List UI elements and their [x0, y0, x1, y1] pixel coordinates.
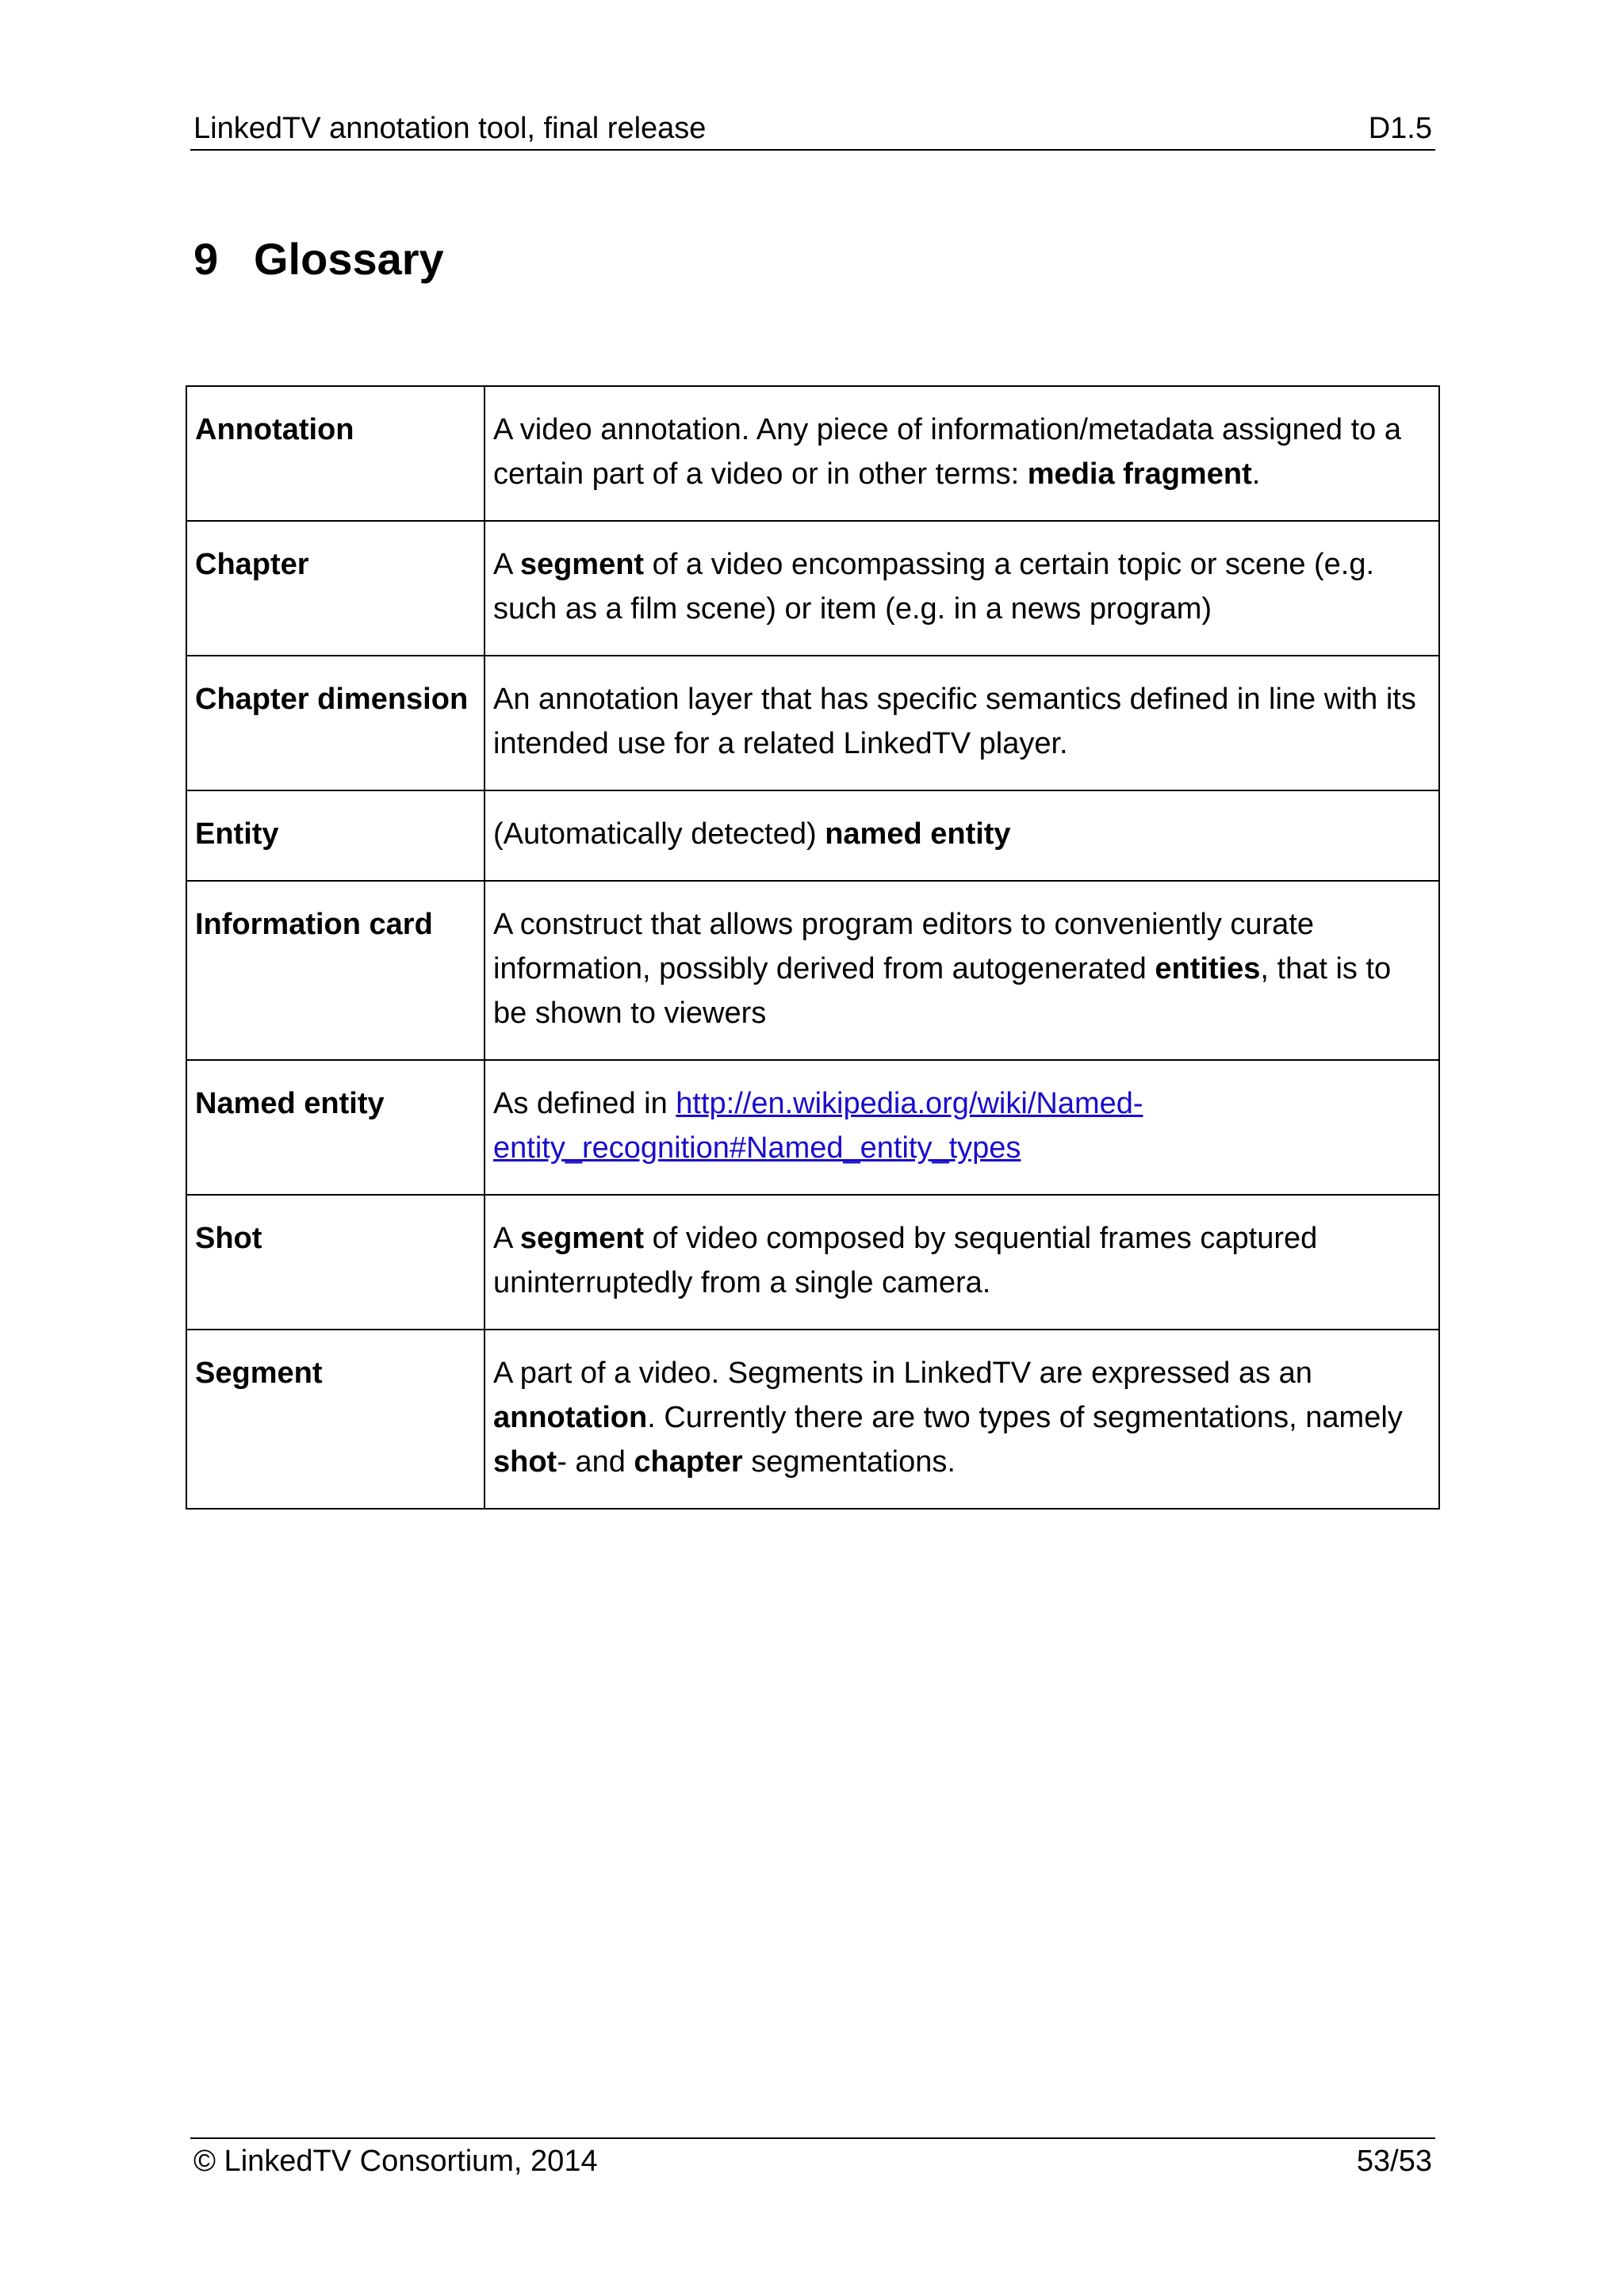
glossary-definition: A part of a video. Segments in LinkedTV are expressed as an annotation. Currently there are two types of segmentations, namely shot- and chapter segmentations. [485, 1330, 1439, 1509]
glossary-term: Named entity [186, 1060, 485, 1195]
document-title: LinkedTV annotation tool, final release [193, 112, 707, 145]
glossary-definition: A video annotation. Any piece of information/metadata assigned to a certain part of a video or in other terms: media fragment. [485, 386, 1439, 521]
table-row [186, 1330, 1439, 1509]
table-row [186, 1195, 1439, 1330]
table-row [186, 521, 1439, 656]
copyright-notice: © LinkedTV Consortium, 2014 [193, 2145, 598, 2178]
glossary-definition: As defined in http://en.wikipedia.org/wiki/Named- entity_recognition#Named_entity_types [485, 1060, 1439, 1195]
table-row [186, 881, 1439, 1060]
glossary-term: Chapter [186, 521, 485, 656]
table-row [186, 1060, 1439, 1195]
table-row [186, 386, 1439, 521]
glossary-term: Information card [186, 881, 485, 1060]
section-title: Glossary [254, 234, 444, 284]
glossary-definition: A segment of a video encompassing a certain topic or scene (e.g. such as a film scene) or item (e.g. in a news program) [485, 521, 1439, 656]
deliverable-id: D1.5 [1368, 112, 1432, 145]
page-header [190, 111, 1435, 151]
glossary-table [186, 385, 1440, 1510]
glossary-term: Annotation [186, 386, 485, 521]
glossary-term: Chapter dimension [186, 656, 485, 790]
page-number: 53/53 [1356, 2145, 1432, 2178]
glossary-definition: (Automatically detected) named entity [485, 790, 1439, 881]
table-row [186, 790, 1439, 881]
glossary-term: Entity [186, 790, 485, 881]
wikipedia-link[interactable]: http://en.wikipedia.org/wiki/Named- entity_recognition#Named_entity_types [493, 1087, 1143, 1165]
table-row [186, 656, 1439, 790]
glossary-term: Shot [186, 1195, 485, 1330]
glossary-term: Segment [186, 1330, 485, 1509]
glossary-definition: An annotation layer that has specific semantics defined in line with its intended use for a related LinkedTV player. [485, 656, 1439, 790]
glossary-definition: A segment of video composed by sequential frames captured uninterruptedly from a single camera. [485, 1195, 1439, 1330]
glossary-definition: A construct that allows program editors to conveniently curate information, possibly derived from autogenerated entities, that is to be shown to viewers [485, 881, 1439, 1060]
page-footer [190, 2137, 1435, 2177]
section-heading [193, 232, 444, 287]
section-number: 9 [193, 234, 219, 284]
